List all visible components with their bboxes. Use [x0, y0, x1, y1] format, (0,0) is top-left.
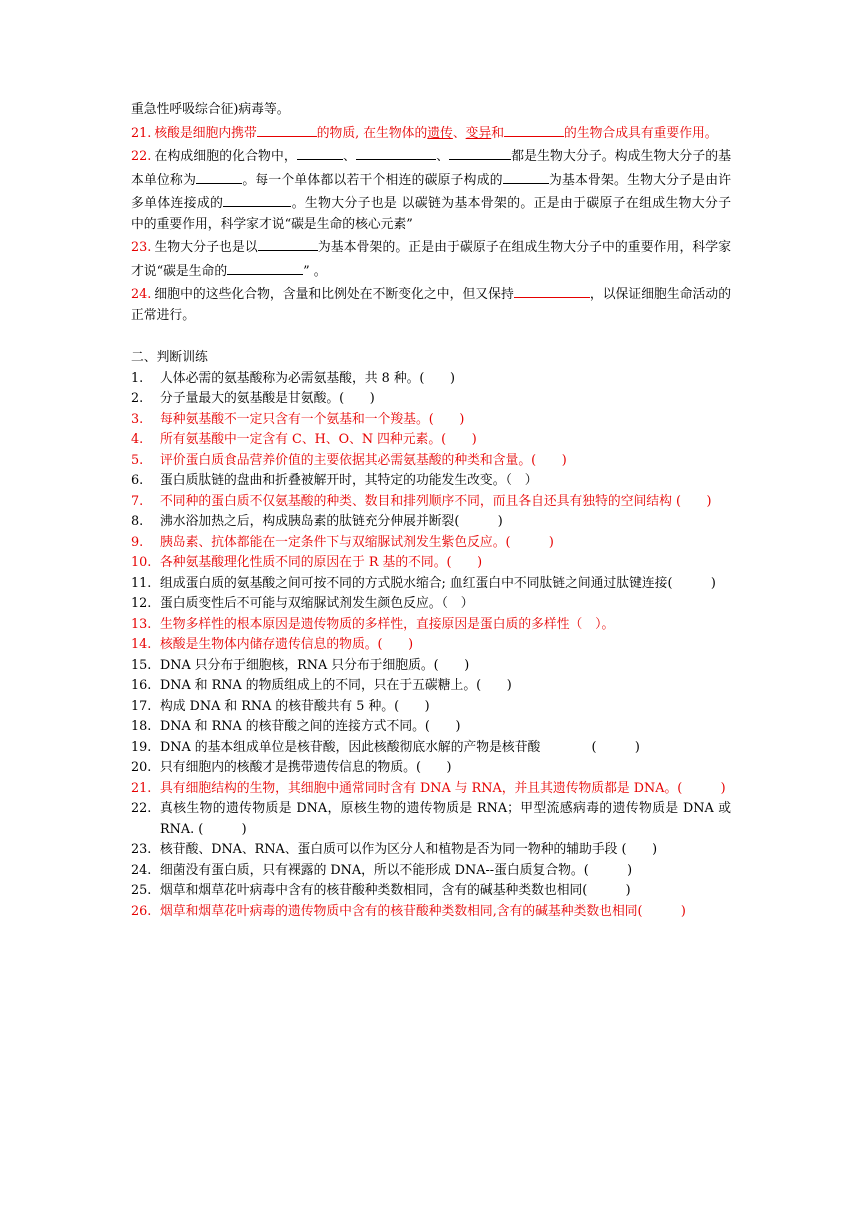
question-number: 24.	[131, 862, 152, 878]
question-number: 26.	[131, 903, 152, 919]
question-number: 11.	[131, 575, 152, 591]
answer-blank[interactable]	[449, 144, 511, 160]
q22-text-e: 。每一个单体都以若干个相连的碳原子构成的	[242, 172, 503, 188]
question-text: 胰岛素、抗体都能在一定条件下与双缩脲试剂发生紫色反应。( )	[160, 534, 554, 550]
judge-question-11	[131, 574, 731, 595]
judge-question-2	[131, 389, 731, 410]
question-text: 分子量最大的氨基酸是甘氨酸。( )	[160, 391, 375, 406]
judge-question-18	[131, 717, 731, 738]
judge-question-25	[131, 881, 731, 902]
q23-text-c: ” 。	[303, 263, 327, 279]
answer-blank[interactable]	[297, 144, 343, 160]
question-number: 21.	[131, 125, 152, 141]
judge-question-4	[131, 430, 731, 451]
question-number: 19.	[131, 739, 152, 755]
judge-question-13	[131, 615, 731, 636]
question-number: 3.	[131, 411, 144, 427]
judge-question-21	[131, 779, 731, 800]
question-number: 18.	[131, 719, 152, 734]
question-number: 23.	[131, 842, 152, 857]
fill-question-23	[131, 235, 731, 282]
question-number: 5.	[131, 452, 144, 468]
judge-question-17	[131, 697, 731, 718]
question-text: 所有氨基酸中一定含有 C、H、O、N 四种元素。( )	[160, 432, 477, 447]
judge-question-3	[131, 410, 731, 431]
judge-question-9	[131, 533, 731, 554]
question-text: 核酸是生物体内储存遗传信息的物质。( )	[160, 637, 414, 652]
answer-blank[interactable]	[504, 121, 564, 137]
fill-question-21	[131, 121, 731, 145]
judge-question-8	[131, 512, 731, 533]
question-number: 24.	[131, 287, 152, 302]
question-text: 构成 DNA 和 RNA 的核苷酸共有 5 种。( )	[160, 698, 430, 714]
judge-question-23	[131, 840, 731, 861]
question-text: 评价蛋白质食品营养价值的主要依据其必需氨基酸的种类和含量。( )	[160, 452, 567, 468]
question-number: 15.	[131, 657, 152, 673]
answer-blank[interactable]	[514, 282, 590, 298]
judge-question-10	[131, 553, 731, 574]
q22-text-d: 都是生物大分子。构成生物大分子的基本单位称为	[131, 149, 732, 188]
q23-text-a: 生物大分子也是以	[154, 240, 258, 255]
judge-question-14	[131, 635, 731, 656]
question-number: 10.	[131, 555, 152, 570]
q22-text-c: 、	[435, 149, 450, 164]
q22-text-b: 、	[342, 149, 356, 164]
question-text: 每种氨基酸不一定只含有一个氨基和一个羧基。( )	[160, 411, 465, 427]
question-text: 各种氨基酸理化性质不同的原因在于 R 基的不同。( )	[160, 555, 483, 570]
fill-question-24	[131, 282, 731, 326]
judge-question-20	[131, 758, 731, 779]
question-number: 23.	[131, 240, 152, 255]
question-text: 核苷酸、DNA、RNA、蛋白质可以作为区分人和植物是否为同一物种的辅助手段 ( )	[160, 842, 658, 857]
question-number: 21.	[131, 780, 152, 796]
judge-question-list	[131, 369, 731, 923]
judge-question-16	[131, 676, 731, 697]
question-text: 蛋白质变性后不可能与双缩脲试剂发生颜色反应。（ ）	[160, 596, 474, 611]
answer-blank[interactable]	[223, 191, 291, 207]
question-text: 烟草和烟草花叶病毒的遗传物质中含有的核苷酸种类数相同,含有的碱基种类数也相同( )	[160, 903, 686, 919]
q21-underlined-heredity: 遗传	[427, 125, 453, 141]
question-number: 13.	[131, 616, 152, 632]
judge-question-22	[131, 799, 731, 840]
q24-text-b: ，以保证细胞生命活动的正常进行。	[131, 287, 732, 323]
question-number: 4.	[131, 432, 144, 447]
section-title: 二、判断训练	[131, 350, 208, 365]
q21-underlined-variation: 变异	[465, 125, 492, 141]
question-number: 25.	[131, 883, 152, 898]
answer-blank[interactable]	[196, 168, 242, 184]
question-number: 7.	[131, 493, 144, 509]
question-text: 人体必需的氨基酸称为必需氨基酸，共 8 种。( )	[160, 370, 455, 386]
question-text: 蛋白质肽链的盘曲和折叠被解开时，其特定的功能发生改变。（ ）	[160, 473, 538, 488]
question-number: 1.	[131, 370, 144, 386]
judge-question-24	[131, 861, 731, 882]
q21-text-g: 的生物合成具有重要作用。	[564, 125, 718, 141]
question-number: 6.	[131, 473, 144, 488]
question-number: 22.	[131, 149, 152, 164]
question-number: 12.	[131, 596, 152, 611]
question-number: 22.	[131, 801, 152, 816]
q23-text-b: 为基本骨架的。正是由于碳原子在组成生物大分子中的重要作用，科学家才说“碳是生命的	[131, 240, 732, 279]
judge-question-1	[131, 369, 731, 390]
continuation-line	[131, 100, 731, 121]
question-number: 14.	[131, 637, 152, 652]
question-number: 8.	[131, 514, 144, 529]
judge-question-26	[131, 902, 731, 923]
answer-blank[interactable]	[257, 121, 317, 137]
answer-blank[interactable]	[356, 144, 436, 160]
q21-text-a: 核酸是细胞内携带	[154, 125, 257, 141]
judge-question-7	[131, 492, 731, 513]
judge-question-19	[131, 738, 731, 759]
section-gap	[131, 326, 731, 346]
question-text: 沸水浴加热之后，构成胰岛素的肽链充分伸展并断裂( )	[160, 514, 503, 529]
question-text: 具有细胞结构的生物，其细胞中通常同时含有 DNA 与 RNA，并且其遗传物质都是 DNA。( )	[160, 780, 726, 796]
question-text: DNA 的基本组成单位是核苷酸，因此核酸彻底水解的产物是核苷酸 ( )	[160, 739, 640, 755]
judge-question-12	[131, 594, 731, 615]
question-text: DNA 和 RNA 的物质组成上的不同，只在于五碳糖上。( )	[160, 678, 512, 693]
question-text: 生物多样性的根本原因是遗传物质的多样性，直接原因是蛋白质的多样性（ ）。	[160, 616, 615, 632]
question-text: 真核生物的遗传物质是 DNA，原核生物的遗传物质是 RNA；甲型流感病毒的遗传物质是 DNA 或 RNA. ( )	[160, 801, 731, 837]
q22-text-a: 在构成细胞的化合物中，	[154, 149, 297, 164]
question-text: 烟草和烟草花叶病毒中含有的核苷酸种类数相同，含有的碱基种类数也相同( )	[160, 883, 631, 898]
document-page	[131, 100, 731, 922]
q21-text-f: 和	[491, 125, 505, 141]
q22-text-g: 。生物大分子也是 以碳链为基本骨架的。正是由于碳原子在组成生物大分子 中的重要作用，科学家才说“碳是生命的核心元素”	[131, 196, 732, 232]
question-number: 20.	[131, 760, 152, 775]
question-text: 只有细胞内的核酸才是携带遗传信息的物质。( )	[160, 760, 452, 775]
question-text: DNA 只分布于细胞核，RNA 只分布于细胞质。( )	[160, 657, 470, 673]
question-number: 2.	[131, 391, 144, 406]
question-text: 细菌没有蛋白质，只有裸露的 DNA，所以不能形成 DNA--蛋白质复合物。( )	[160, 862, 633, 878]
question-text: 组成蛋白质的氨基酸之间可按不同的方式脱水缩合; 血红蛋白中不同肽链之间通过肽键连接( )	[160, 575, 716, 591]
continuation-text: 重急性呼吸综合征)病毒等。	[131, 102, 290, 117]
question-number: 9.	[131, 534, 144, 550]
q21-text-b: 的物质, 在生物体的	[316, 125, 428, 141]
q21-text-d: 、	[452, 125, 466, 141]
question-text: 不同种的蛋白质不仅氨基酸的种类、数目和排列顺序不同，而且各自还具有独特的空间结构 ( )	[160, 493, 712, 509]
fill-question-22	[131, 144, 731, 235]
answer-blank[interactable]	[227, 259, 303, 275]
answer-blank[interactable]	[258, 235, 318, 251]
q22-text-f: 为基本骨架。生物大分子是由许多单体连接成的	[131, 172, 732, 211]
question-number: 16.	[131, 678, 152, 693]
judge-question-6	[131, 471, 731, 492]
q24-text-a: 细胞中的这些化合物，含量和比例处在不断变化之中，但又保持	[154, 287, 514, 302]
judge-question-5	[131, 451, 731, 472]
question-number: 17.	[131, 698, 152, 714]
question-text: DNA 和 RNA 的核苷酸之间的连接方式不同。( )	[160, 719, 461, 734]
answer-blank[interactable]	[503, 168, 549, 184]
judge-question-15	[131, 656, 731, 677]
